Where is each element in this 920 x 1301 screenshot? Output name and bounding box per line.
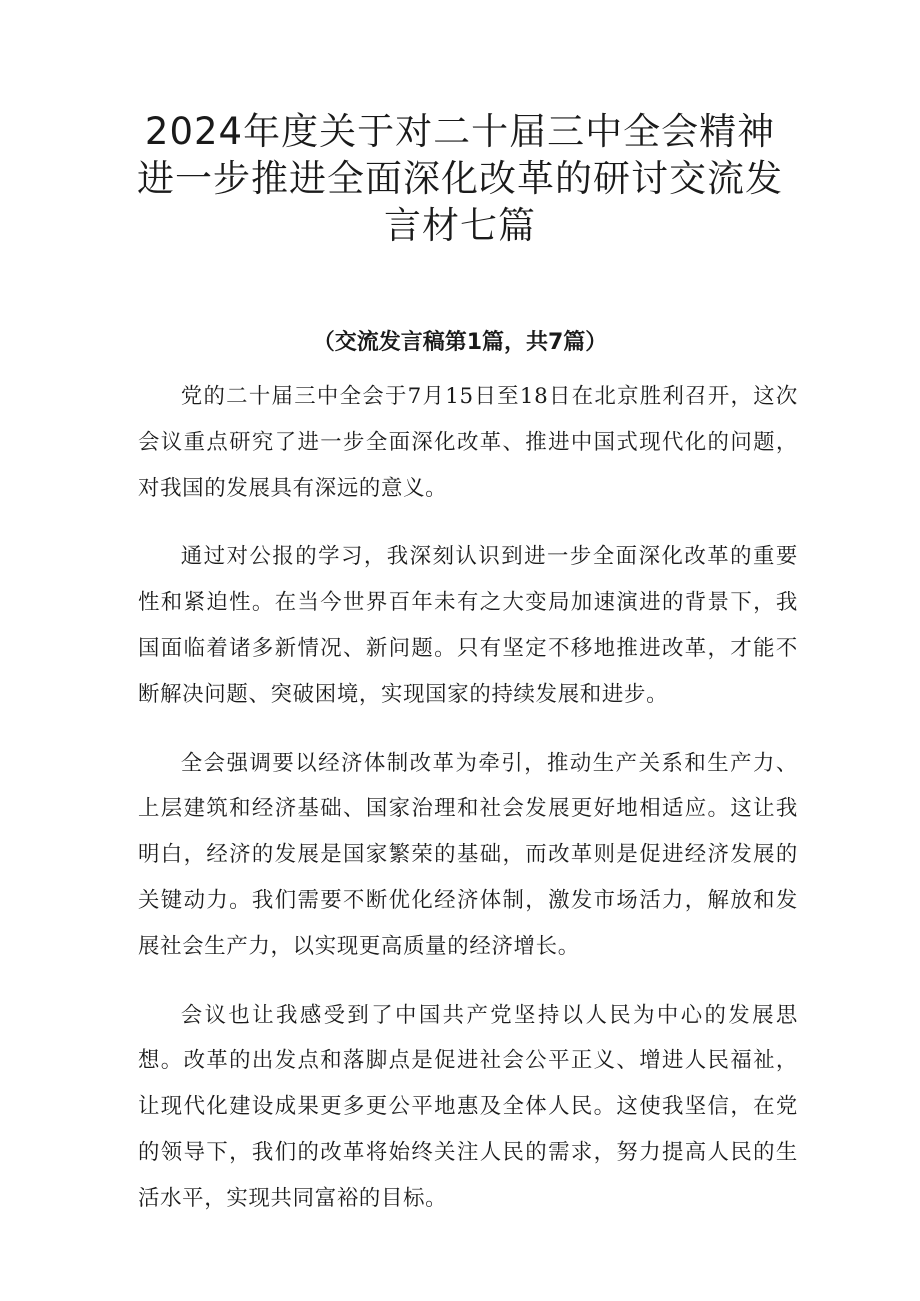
paragraph: 通过对公报的学习，我深刻认识到进一步全面深化改革的重要性和紧迫性。在当今世界百年未有之大变局加速演进的背景下，我国面临着诸多新情况、新问题。只有坚定不移地推进改革，才能不断解决问题、突破困境，实现国家的持续发展和进步。: [138, 544, 798, 707]
paragraph: 会议也让我感受到了中国共产党坚持以人民为中心的发展思想。改革的出发点和落脚点是促进社会公平正义、增进人民福祉，让现代化建设成果更多更公平地惠及全体人民。这使我坚信，在党的领导下，我们的改革将始终关注人民的需求，努力提高人民的生活水平，实现共同富裕的目标。: [138, 1002, 798, 1211]
document-title: 2024年度关于对二十届三中全会精神进一步推进全面深化改革的研讨交流发言材七篇: [137, 110, 783, 247]
paragraph: 党的二十届三中全会于7月15日至18日在北京胜利召开，这次会议重点研究了进一步全面深化改革、推进中国式现代化的问题，对我国的发展具有深远的意义。: [138, 384, 798, 501]
document-subtitle: （交流发言稿第1篇，共7篇）: [312, 330, 608, 355]
document-body: [138, 374, 798, 1245]
paragraph: 全会强调要以经济体制改革为牵引，推动生产关系和生产力、上层建筑和经济基础、国家治理和社会发展更好地相适应。这让我明白，经济的发展是国家繁荣的基础，而改革则是促进经济发展的关键动力。我们需要不断优化经济体制，激发市场活力，解放和发展社会生产力，以实现更高质量的经济增长。: [138, 750, 798, 959]
